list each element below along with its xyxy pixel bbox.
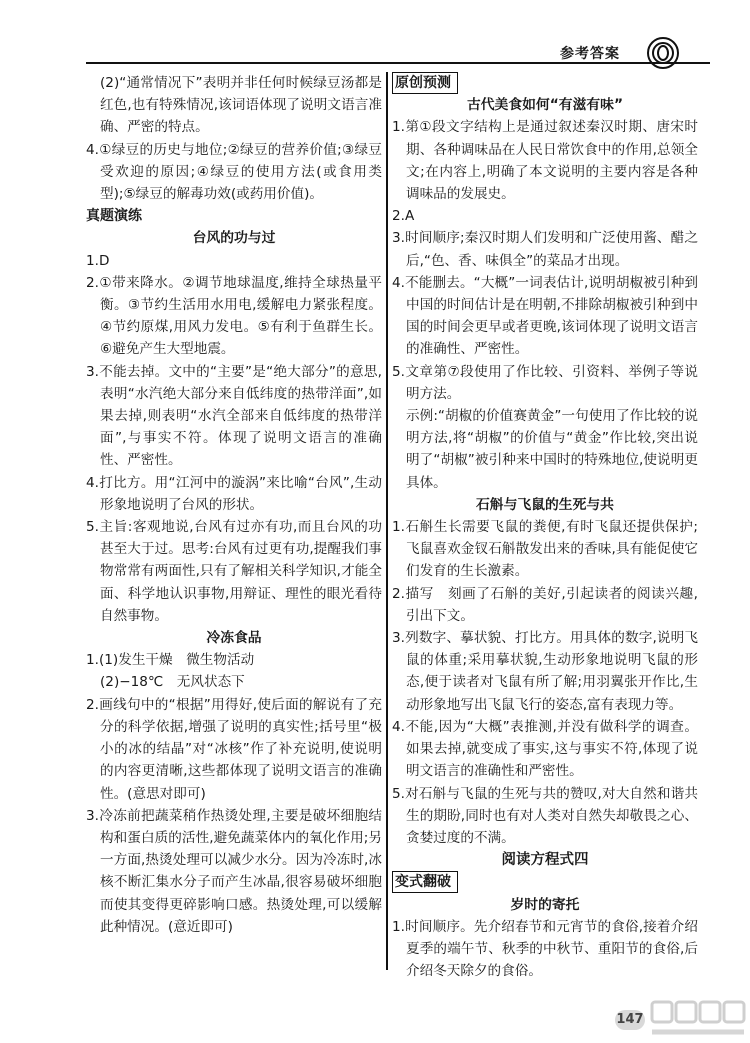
- chapter-band: 阅读方程式四: [501, 852, 589, 869]
- answer-item: 3.时间顺序;秦汉时期人们发明和广泛使用酱、醋之后,“色、香、味俱全”的菜品才出现。: [392, 230, 698, 269]
- article-title: 古代美食如何“有滋有味”: [466, 97, 624, 114]
- page-number: 147: [615, 1010, 645, 1030]
- header-rule: [86, 62, 710, 64]
- section-heading: 原创预测: [392, 72, 698, 94]
- answer-item: 示例:“胡椒的价值赛黄金”一句使用了作比较的说明方法,将“胡椒”的价值与“黄金”作比较,突出说明了“胡椒”被引种来中国时的特殊地位,使说明更具体。: [406, 408, 698, 491]
- answer-item: 2.①带来降水。②调节地球温度,维持全球热量平衡。③节约生活用水用电,缓解电力紧张程度。④节约原煤,用风力发电。⑤有利于鱼群生长。⑥避免产生大型地震。: [86, 274, 382, 358]
- answer-item: 1.(1)发生干燥 微生物活动: [86, 652, 255, 669]
- spiral-logo-icon: [646, 36, 680, 70]
- watermark-logo-icon: [650, 998, 746, 1040]
- article-title: 冷冻食品: [206, 630, 262, 647]
- answer-item: 5.主旨:客观地说,台风有过亦有功,而且台风的功甚至大于过。思考:台风有过更有功,提醒我们事物常常有两面性,只有了解相关科学知识,才能全面、科学地认识事物,用辩证、理性的眼光看待自然事物。: [86, 519, 382, 624]
- section-heading: 变式翻破: [392, 871, 698, 893]
- answer-item: 1.石斛生长需要飞鼠的粪便,有时飞鼠还提供保护;飞鼠喜欢金钗石斛散发出来的香味,具有能促使它们发育的生长激素。: [392, 519, 698, 580]
- page-header: [0, 0, 750, 70]
- answer-item: 1.时间顺序。先介绍春节和元宵节的食俗,接着介绍夏季的端午节、秋季的中秋节、重阳节的食俗,后介绍冬天除夕的食俗。: [392, 918, 698, 980]
- answer-item: 4.不能删去。“大概”一词表估计,说明胡椒被引种到中国的时间估计是在明朝,不排除胡椒被引种到中国的时间会更早或者更晚,该词体现了说明文语言的准确性、严密性。: [392, 274, 698, 358]
- answer-item: 1.D: [86, 252, 110, 269]
- article-title: 石斛与飞鼠的生死与共: [476, 496, 614, 513]
- answer-item: 2.描写 刻画了石斛的美好,引起读者的阅读兴趣,引出下文。: [392, 585, 698, 624]
- answer-item: 5.对石斛与飞鼠的生死与共的赞叹,对大自然和谐共生的期盼,同时也有对人类对自然失却敬畏之心、贪婪过度的不满。: [392, 785, 698, 846]
- answer-para: 4.①绿豆的历史与地位;②绿豆的营养价值;③绿豆受欢迎的原因;④绿豆的使用方法(或食用类型);⑤绿豆的解毒功效(或药用价值)。: [86, 141, 382, 203]
- answer-item: 4.不能,因为“大概”表推测,并没有做科学的调查。如果去掉,就变成了事实,这与事实不符,体现了说明文语言的准确性和严密性。: [392, 718, 698, 780]
- answer-item: 3.不能去掉。文中的“主要”是“绝大部分”的意思,表明“水汽绝大部分来自低纬度的热带洋面”,如果去掉,则表明“水汽全部来自低纬度的热带洋面”,与事实不符。体现了说明文语言的准确性、严密性。: [86, 363, 382, 469]
- answer-item: 3.冷冻前把蔬菜稍作热烫处理,主要是破坏细胞结构和蛋白质的活性,避免蔬菜体内的氧化作用;另一方面,热烫处理可以减少水分。因为冷冻时,冰核不断汇集水分子而产生冰晶,很容易破坏细胞而使其变得更碎影响口感。热烫处理,可以缓解此种情况。(意近即可): [86, 807, 382, 935]
- answer-item: 4.打比方。用“江河中的漩涡”来比喻“台风”,生动形象地说明了台风的形状。: [86, 474, 382, 513]
- section-heading: 真题演练: [86, 208, 142, 225]
- answer-item: 2.A: [392, 208, 415, 225]
- answer-item: 3.列数字、摹状貌、打比方。用具体的数字,说明飞鼠的体重;采用摹状貌,生动形象地说明飞鼠的形态,便于读者对飞鼠有所了解;用羽翼张开作比,生动形象地写出飞鼠飞行的姿态,富有表现力等。: [392, 630, 698, 713]
- right-column: [392, 72, 698, 1023]
- article-title: 台风的功与过: [192, 230, 276, 247]
- left-column: [86, 72, 382, 1023]
- answer-item: (2)−18℃ 无风状态下: [100, 674, 245, 691]
- answer-para: (2)“通常情况下”表明并非任何时候绿豆汤都是红色,也有特殊情况,该词语体现了说明文语言准确、严密的特点。: [100, 75, 382, 136]
- header-title: 参考答案: [560, 46, 620, 62]
- answer-item: 1.第①段文字结构上是通过叙述秦汉时期、唐宋时期、各种调味品在人民日常饮食中的作用,总领全文;在内容上,明确了本文说明的主要内容是各种调味品的发展史。: [392, 119, 698, 203]
- column-divider: [386, 72, 388, 970]
- answer-item: 5.文章第⑦段使用了作比较、引资料、举例子等说明方法。: [392, 363, 698, 402]
- article-title: 岁时的寄托: [510, 896, 580, 913]
- answer-item: 2.画线句中的“根据”用得好,使后面的解说有了充分的科学依据,增强了说明的真实性;括号里“极小的冰的结晶”对“冰核”作了补充说明,使说明的内容更清晰,这些都体现了说明文语言的准确性。(意思对即可): [86, 696, 382, 802]
